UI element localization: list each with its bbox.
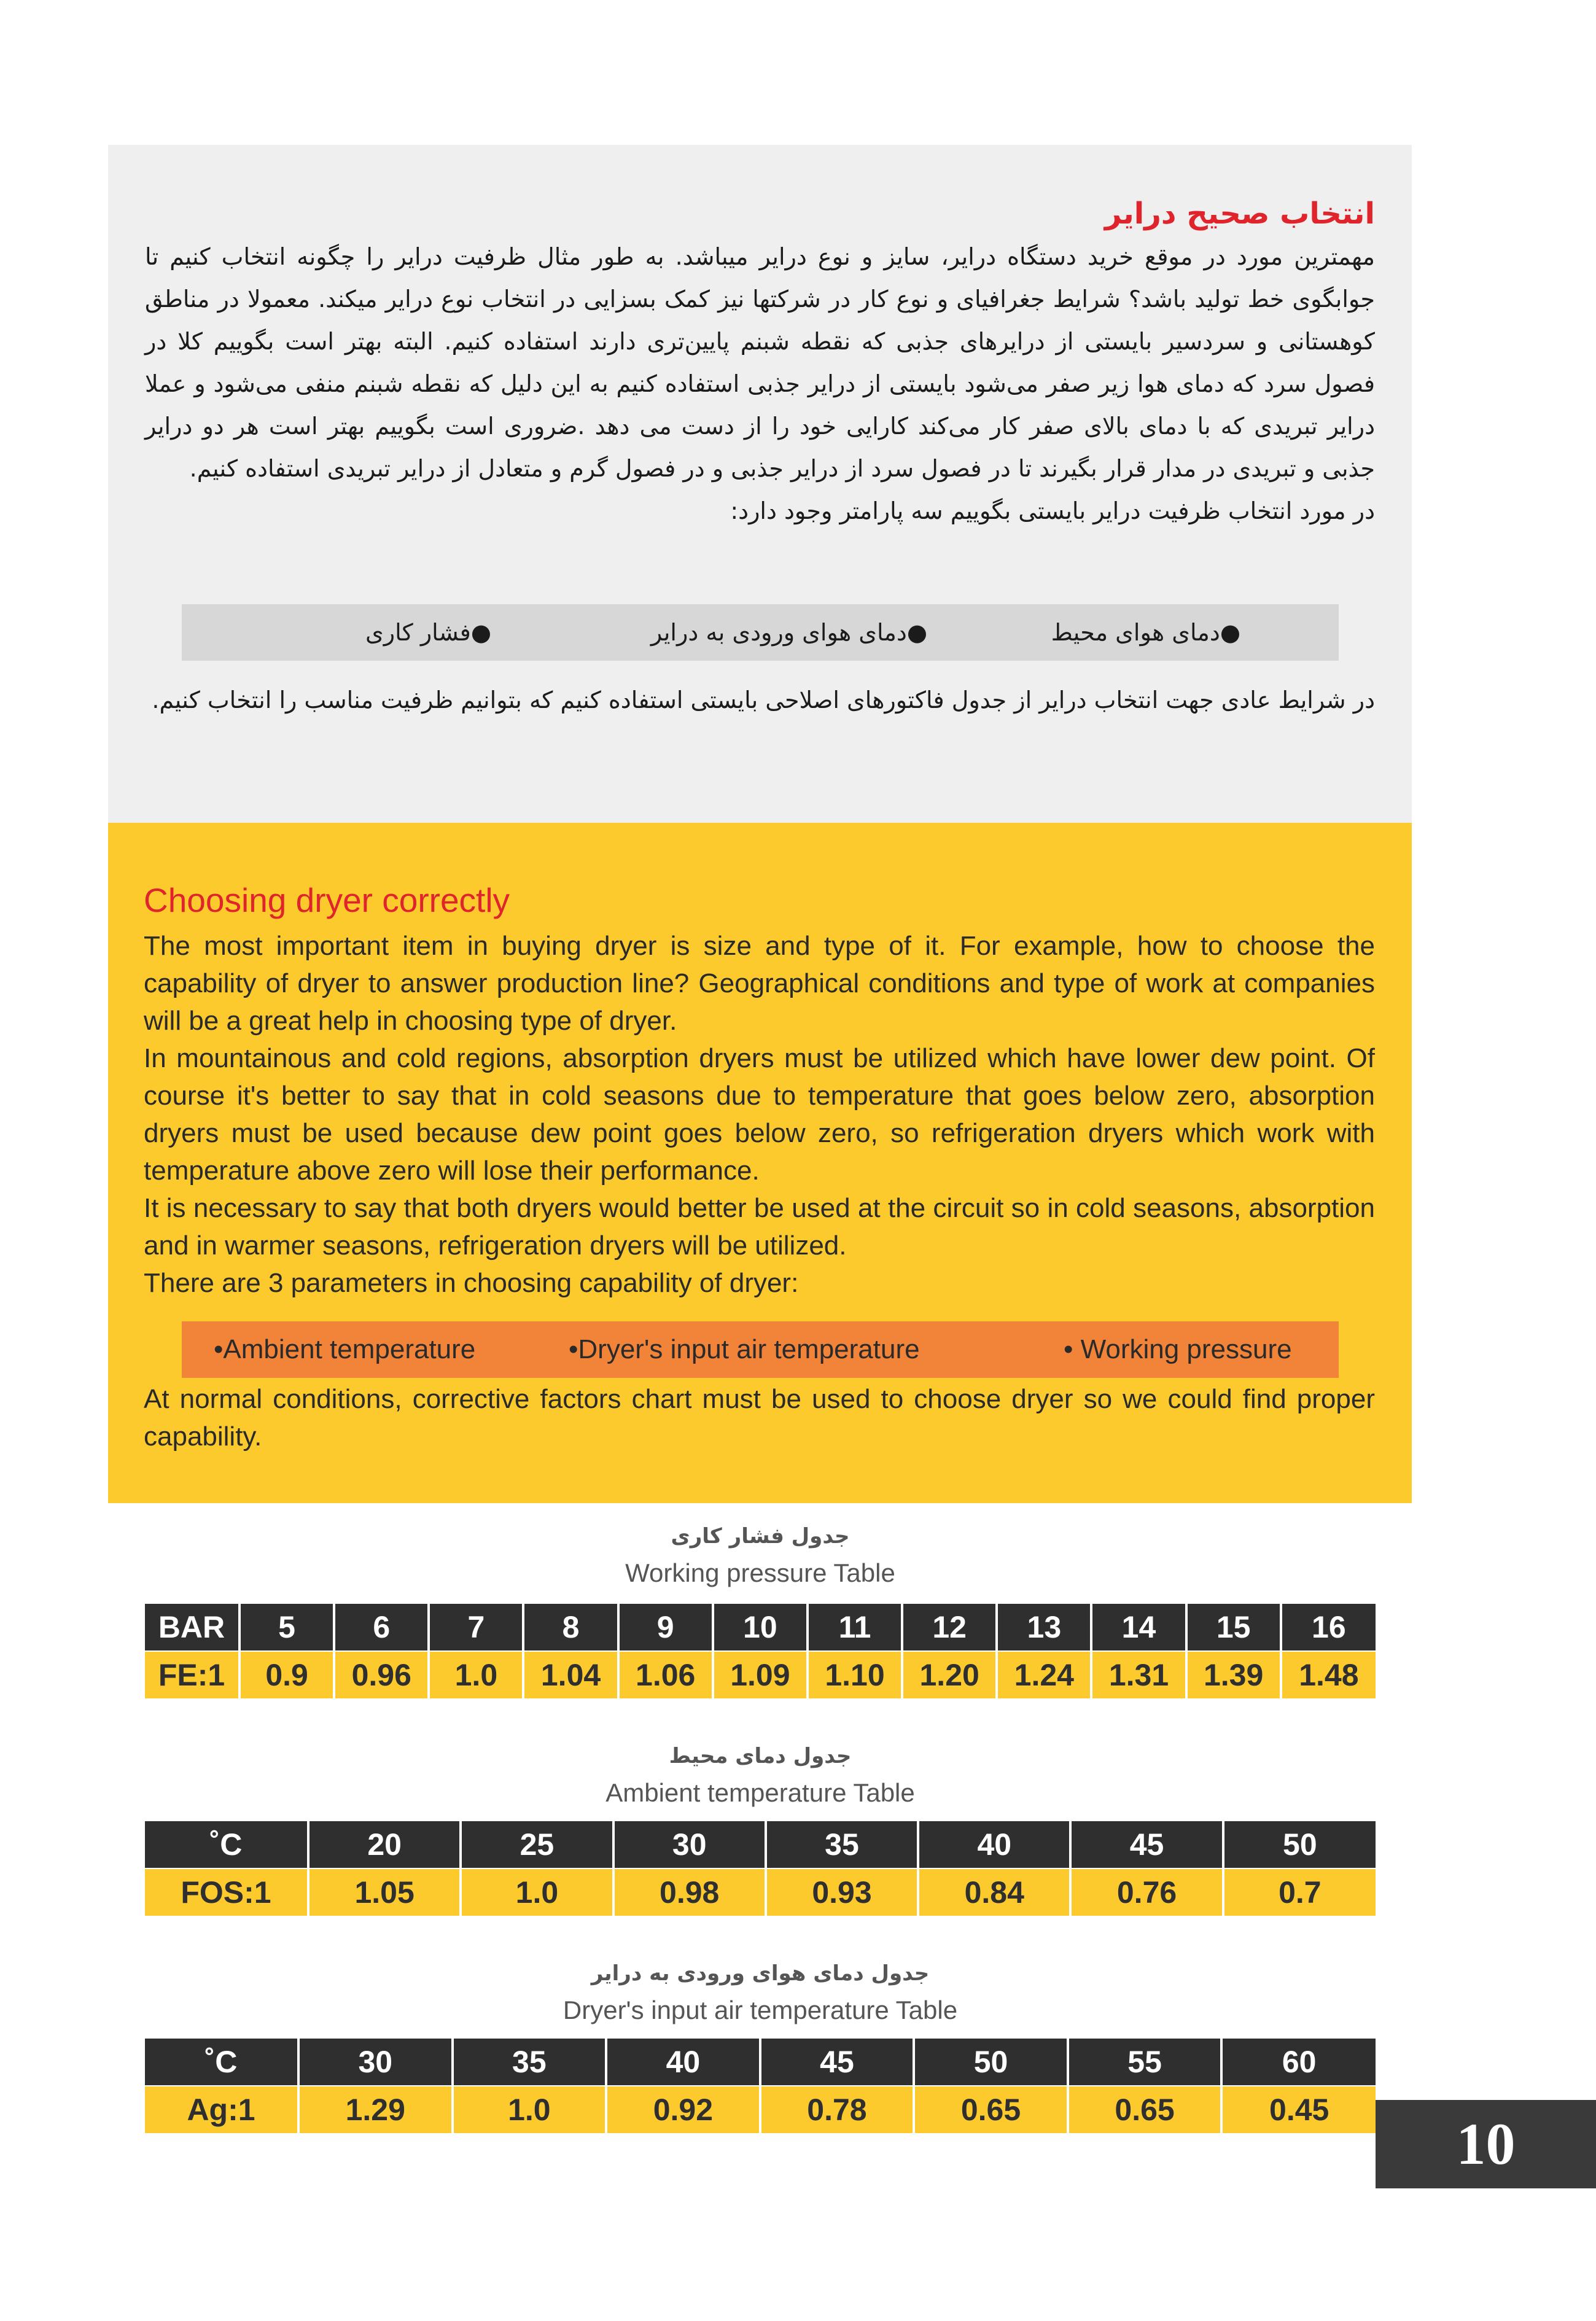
farsi-param-item: ● دمای هوای ورودی به درایر	[650, 619, 927, 646]
table-cell: FOS:1	[145, 1868, 308, 1916]
table-cell: 1.06	[618, 1651, 713, 1698]
english-param-item: •Dryer's input air temperature	[569, 1334, 920, 1364]
english-param-item: •Ambient temperature	[214, 1334, 476, 1364]
table-cell: 1.20	[902, 1651, 997, 1698]
english-paragraph: The most important item in buying dryer is size and type of it. For example, how to choose the capability of dryer to answer production line? Geographical conditions and type of work at companies will be a great help in choosing type of dryer.	[144, 931, 1375, 1036]
table-cell: 40	[606, 2039, 760, 2086]
table-cell: 11	[808, 1604, 902, 1651]
table-cell: 1.24	[997, 1651, 1091, 1698]
english-paragraphs	[144, 927, 1375, 1302]
table-cell: 0.84	[918, 1868, 1070, 1916]
table-cell: 30	[298, 2039, 453, 2086]
input-air-table	[145, 2039, 1376, 2133]
table-cell: 0.93	[766, 1868, 918, 1916]
table-cell: 35	[766, 1821, 918, 1868]
farsi-params-intro: در مورد انتخاب ظرفیت درایر بایستی بگوییم سه پارامتر وجود دارد:	[730, 497, 1375, 524]
table-cell: 9	[618, 1604, 713, 1651]
table-cell: 0.92	[606, 2086, 760, 2133]
pressure-table-title-fa: جدول فشار کاری	[671, 1524, 850, 1549]
table-cell: 0.9	[239, 1651, 334, 1698]
input-air-table-title-en: Dryer's input air temperature Table	[562, 1996, 958, 2024]
table-cell: 0.45	[1221, 2086, 1376, 2133]
table-cell: 25	[461, 1821, 613, 1868]
table-cell: 1.0	[453, 2086, 607, 2133]
farsi-section	[108, 145, 1412, 823]
table-cell: Ag:1	[145, 2086, 298, 2133]
farsi-closing: در شرایط عادی جهت انتخاب درایر از جدول فاکتورهای اصلاحی بایستی استفاده کنیم که بتوانیم ظرفیت مناسب را انتخاب کنیم.	[152, 686, 1375, 713]
farsi-title: انتخاب صحیح درایر	[1104, 196, 1375, 231]
ambient-table-title-en: Ambient temperature Table	[605, 1778, 915, 1807]
table-cell: 16	[1281, 1604, 1376, 1651]
table-row	[145, 2086, 1376, 2133]
farsi-param-item: ● دمای هوای محیط	[1051, 619, 1240, 646]
english-title: Choosing dryer correctly	[144, 881, 510, 919]
table-header-row	[145, 1604, 1376, 1651]
table-cell: ˚C	[145, 2039, 298, 2086]
table-cell: 60	[1221, 2039, 1376, 2086]
table-header-row	[145, 2039, 1376, 2086]
table-cell: 1.31	[1091, 1651, 1186, 1698]
table-cell: 1.0	[429, 1651, 523, 1698]
english-params-bar	[182, 1321, 1339, 1378]
table-row	[145, 1651, 1376, 1698]
farsi-param-item: ● فشار کاری	[365, 619, 491, 646]
table-row	[145, 1868, 1376, 1916]
table-cell: 1.39	[1186, 1651, 1281, 1698]
table-cell: 0.7	[1223, 1868, 1376, 1916]
table-cell: 30	[613, 1821, 766, 1868]
table-cell: 50	[1223, 1821, 1376, 1868]
table-cell: 13	[997, 1604, 1091, 1651]
english-paragraph: It is necessary to say that both dryers would better be used at the circuit so in cold seasons, absorption and in warmer seasons, refrigeration dryers will be utilized.	[144, 1193, 1375, 1261]
pressure-table-title-en: Working pressure Table	[625, 1558, 895, 1587]
table-cell: 50	[914, 2039, 1068, 2086]
table-cell: 7	[429, 1604, 523, 1651]
table-cell: 35	[453, 2039, 607, 2086]
table-cell: 1.48	[1281, 1651, 1376, 1698]
input-air-table-title-fa: جدول دمای هوای ورودی به درایر	[591, 1961, 930, 1986]
table-cell: 6	[334, 1604, 429, 1651]
table-cell: 0.96	[334, 1651, 429, 1698]
ambient-table-title-fa: جدول دمای محیط	[669, 1744, 852, 1768]
table-cell: 45	[1070, 1821, 1223, 1868]
table-cell: 1.29	[298, 2086, 453, 2133]
table-cell: 12	[902, 1604, 997, 1651]
table-cell: 20	[308, 1821, 461, 1868]
table-cell: 40	[918, 1821, 1070, 1868]
table-cell: 5	[239, 1604, 334, 1651]
page-number: 10	[1376, 2100, 1596, 2188]
table-cell: ˚C	[145, 1821, 308, 1868]
table-cell: 8	[523, 1604, 618, 1651]
pressure-table	[145, 1604, 1376, 1698]
table-cell: 0.78	[760, 2086, 914, 2133]
table-cell: 0.76	[1070, 1868, 1223, 1916]
table-cell: 0.98	[613, 1868, 766, 1916]
table-cell: 1.05	[308, 1868, 461, 1916]
table-cell: 55	[1068, 2039, 1222, 2086]
farsi-paragraph	[145, 236, 1375, 532]
ambient-table	[145, 1821, 1376, 1916]
table-cell: 1.09	[713, 1651, 808, 1698]
table-cell: 15	[1186, 1604, 1281, 1651]
english-paragraph: In mountainous and cold regions, absorption dryers must be utilized which have lower dew point. Of course it's better to say that in cold seasons due to temperature that goes below zero, absorption dryers must be used because dew point goes below zero, so refrigeration dryers which work with temperature above zero will lose their performance.	[144, 1043, 1375, 1186]
table-header-row	[145, 1821, 1376, 1868]
english-params-intro: There are 3 parameters in choosing capability of dryer:	[144, 1268, 799, 1298]
table-cell: 1.0	[461, 1868, 613, 1916]
english-section	[108, 823, 1412, 1503]
english-param-item: • Working pressure	[1064, 1334, 1292, 1364]
farsi-body: مهمترین مورد در موقع خرید دستگاه درایر، سایز و نوع درایر میباشد. به طور مثال ظرفیت درایر را چگونه انتخاب کنیم تا جوابگوی خط تولید باشد؟ شرایط جغرافیای و نوع کار در شرکتها نیز کمک بسزایی در انتخاب نوع درایر میکند. معمولا در مناطق کوهستانی و سردسیر بایستی از درایرهای جذبی که نقطه شبنم پایین‌تری دارند استفاده کنیم. البته بهتر است بگوییم کلا در فصول سرد که دمای هوا زیر صفر می‌شود بایستی از درایر جذبی استفاده کنیم به این دلیل که نقطه شبنم منفی می‌شود و عملا درایر تبریدی که با دمای بالای صفر کار می‌کند کارایی خود را از دست می دهد .ضروری است بگوییم بهتر است هر دو درایر جذبی و تبریدی در مدار قرار بگیرند تا در فصول سرد از درایر جذبی و در فصول گرم و متعادل از درایر تبریدی استفاده کنیم.	[145, 243, 1375, 482]
table-cell: FE:1	[145, 1651, 239, 1698]
table-cell: 14	[1091, 1604, 1186, 1651]
table-cell: 10	[713, 1604, 808, 1651]
table-cell: 45	[760, 2039, 914, 2086]
farsi-params-bar	[182, 604, 1339, 661]
table-cell: BAR	[145, 1604, 239, 1651]
table-cell: 0.65	[1068, 2086, 1222, 2133]
table-cell: 1.04	[523, 1651, 618, 1698]
table-cell: 0.65	[914, 2086, 1068, 2133]
english-closing: At normal conditions, corrective factors chart must be used to choose dryer so we could find proper capability.	[144, 1384, 1375, 1452]
table-cell: 1.10	[808, 1651, 902, 1698]
